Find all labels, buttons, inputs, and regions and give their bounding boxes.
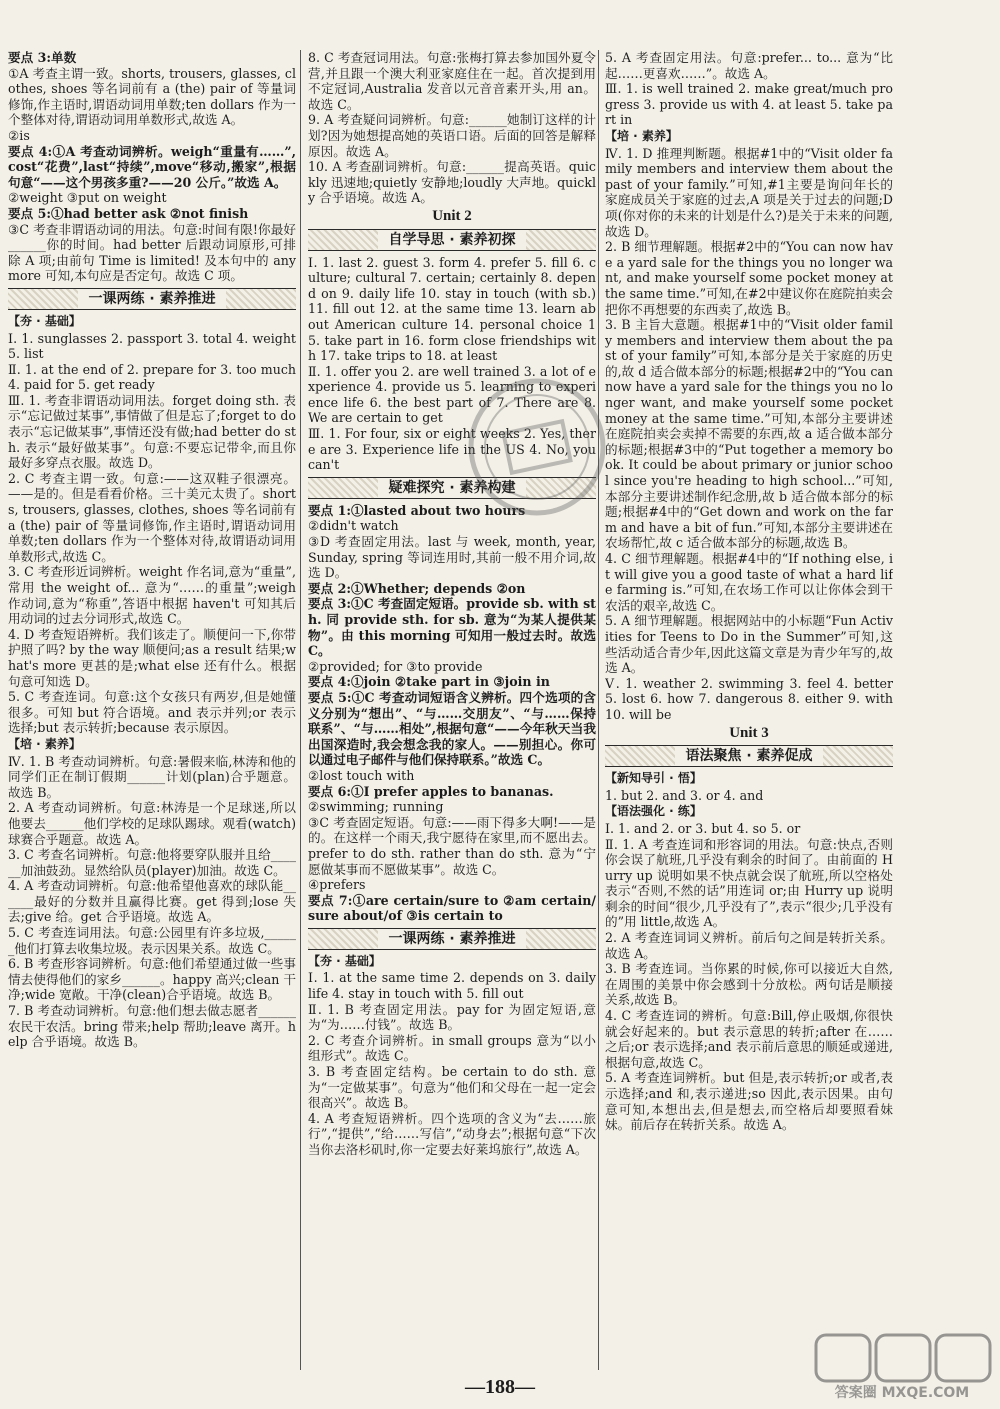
category-heading: 【培 · 素养】 bbox=[605, 128, 678, 143]
key-point-line: 要点 5:①had better ask ②not finish bbox=[8, 205, 249, 221]
answer-line: ①A 考查主谓一致。shorts, trousers, glasses, clothes, shoes 等名词前有 a (the) pair of 等量词修饰,作主语时,谓语动词用单数;ten dollars 作为一个整体对待,谓语动词用单数形式,故选 A。 bbox=[8, 65, 296, 128]
answer-line: 6. B 考查形容词辨析。句意:他们希望通过做一些事情去使得他们的家乡______。happy 高兴;clean 干净;wide 宽敞。干净(clean)合乎语境。故选 B。 bbox=[8, 956, 296, 1003]
key-point-line: 要点 7:①are certain/sure to ②am certain/sure about/of ③is certain to bbox=[308, 892, 596, 924]
answer-line: 7. B 考查动词辨析。句意:他们想去做志愿者______农民干农活。bring 带来;help 帮助;leave 离开。help 合乎语境。故选 B。 bbox=[8, 1003, 296, 1050]
approval-stamp-icon bbox=[448, 358, 626, 536]
column-middle bbox=[308, 50, 596, 1350]
answer-line: Ⅲ. 1. is well trained 2. make great/much progress 3. provide us with 4. at least 5. take part in bbox=[605, 81, 893, 128]
unit-heading: Unit 2 bbox=[432, 207, 472, 224]
key-point-line: 要点 4:①join ②take part in ③join in bbox=[308, 674, 550, 690]
answer-line: 3. B 考查固定结构。be certain to do sth. 意为“一定做某事”。句意为“他们和父母在一起一定会很高兴”。故选 B。 bbox=[308, 1064, 596, 1111]
answer-line: Ⅱ. 1. B 考查固定用法。pay for 为固定短语,意为“为……付钱”。故选 B。 bbox=[308, 1001, 596, 1033]
key-point-line: 要点 4:①A 考查动词辨析。weigh“重量有……”,cost“花费”,last“持续”,move“移动,搬家”,根据句意“——这个男孩多重?——20 公斤。”故选 A。 bbox=[8, 143, 296, 190]
answer-line: 3. B 主旨大意题。根据#1中的“Visit older family members and interview them about the past of your family”可知,本部分是关于家庭的历史的,故 d 适合做本部分的标题;根据#2中的“You can now have a yard sale for the things you no longer want, and make yourself some pocket money at the same time.”可知,本部分主要讲述在庭院拍卖会卖掉不需要的东西,故 a 适合做本部分的标题;根据#3中的“Put together a memory book. It could be about primary or junior school since you're heading to high school...”可知,本部分主要讲述制作纪念册,故 b 适合做本部分的标题;根据#4中的“Get down and work on the farm and have a bit of fun.”可知,本部分主要讲述在农场帮忙,故 c 适合做本部分的标题,故选 B。 bbox=[605, 317, 893, 551]
answer-line: Ⅱ. 1. offer you 2. are well trained 3. a lot of experience 4. provide us 5. learning to experience life 6. the best part of 7. There are 8. We are certain to get bbox=[308, 363, 596, 426]
section-banner-label: 疑难探究 · 素养构建 bbox=[378, 478, 525, 498]
column-divider bbox=[300, 50, 301, 1370]
answer-line: 5. A 考查连词辨析。but 但是,表示转折;or 或者,表示选择;and 和,表示递进;so 因此,表示因果。由句意可知,本想出去,但是想去,而空格后却要照看妹妹。前后存在转折关系。故选 A。 bbox=[605, 1070, 893, 1133]
watermark-text: 答案圈 MXQE.COM bbox=[834, 1385, 970, 1401]
answer-line: 10. A 考查副词辨析。句意:______提高英语。quickly 迅速地;quietly 安静地;loudly 大声地。quickly 合乎语境。故选 A。 bbox=[308, 159, 596, 206]
answer-line: ③D 考查固定用法。last 与 week, month, year, Sunday, spring 等词连用时,其前一般不用介词,故选 D。 bbox=[308, 534, 596, 581]
answer-line: ③C 考查非谓语动词的用法。句意:时间有限!你最好______你的时间。had better 后跟动词原形,可排除 A 项;由前句 Time is limited! 及本句中的 any more 可知,本句应是否定句。故选 C 项。 bbox=[8, 221, 296, 284]
column-right bbox=[605, 50, 893, 1350]
answer-line: Ⅴ. 1. weather 2. swimming 3. feel 4. better 5. lost 6. how 7. dangerous 8. either 9. with 10. will be bbox=[605, 675, 893, 722]
answer-line: ②weight ③put on weight bbox=[8, 190, 167, 206]
answer-line: 2. A 考查动词辨析。句意:林涛是一个足球迷,所以他要去______他们学校的足球队踢球。观看(watch)球赛合乎题意。故选 A。 bbox=[8, 800, 296, 847]
section-banner bbox=[8, 288, 296, 310]
answer-line: 3. C 考查名词辨析。句意:他将要穿队服并且给______加油鼓劲。显然给队员(player)加油。故选 C。 bbox=[8, 847, 296, 878]
section-banner-label: 一课两练 · 素养推进 bbox=[378, 929, 525, 949]
key-point-line: 要点 5:①C 考查动词短语含义辨析。四个选项的含义分别为“想出”、“与……交朋友”、“与……保持联系”、“与……相处”,根据句意“——今年秋天当我出国深造时,我会想念我的家人。——别担心。你可以通过电子邮件与他们保持联系。”故选 C。 bbox=[308, 689, 596, 768]
section-banner bbox=[308, 229, 596, 251]
answer-line: Ⅰ. 1. and 2. or 3. but 4. so 5. or bbox=[605, 820, 801, 836]
section-banner-label: 语法聚焦 · 素养促成 bbox=[675, 746, 822, 766]
answer-line: 2. A 考查连词词义辨析。前后句之间是转折关系。故选 A。 bbox=[605, 930, 893, 961]
answer-line: 2. C 考查主谓一致。句意:——这双鞋子很漂亮。——是的。但是看看价格。三十美元太贵了。shorts, trousers, glasses, clothes, shoes 等名词前有 a (the) pair of 等量词修饰,作主语时,谓语动词用单数;ten dollars 作为一个整体对待,故谓语动词用单数形式,故选 C。 bbox=[8, 470, 296, 564]
answer-line: ④prefers bbox=[308, 877, 366, 893]
page-number: —188— bbox=[465, 1376, 535, 1398]
answer-line: Ⅳ. 1. D 推理判断题。根据#1中的“Visit older family members and interview them about the past of your family.”可知,#1主要是询问年长的家庭成员关于家庭的过去,A 项是关于过去的问题;D 项(你对你的未来的计划是什么?)是关于未来的问题,故选 D。 bbox=[605, 145, 893, 239]
answer-line: Ⅰ. 1. sunglasses 2. passport 3. total 4. weight 5. list bbox=[8, 330, 296, 362]
unit-heading: Unit 3 bbox=[729, 724, 769, 741]
answer-line: 9. A 考查疑问词辨析。句意:______她制订这样的计划?因为她想提高她的英语口语。后面的回答是解释原因。故选 A。 bbox=[308, 112, 596, 159]
answer-line: 4. C 考查连词的辨析。句意:Bill,停止吸烟,你很快就会好起来的。but 表示意思的转折;after 在……之后;or 表示选择;and 表示前后意思的顺延或递进,根据句意,故选 C。 bbox=[605, 1008, 893, 1070]
watermark-logo-icon bbox=[812, 1331, 992, 1401]
answer-line: ③C 考查固定短语。句意:——雨下得多大啊!——是的。在这样一个雨天,我宁愿待在家里,而不愿出去。prefer to do sth. rather than do sth. 意为“宁愿做某事而不愿做某事”。故选 C。 bbox=[308, 814, 596, 877]
answer-line: 4. C 细节理解题。根据#4中的“If nothing else, it will give you a good taste of what a hard life farming is.”可知,在农场工作可以让你体会到干农活的艰辛,故选 C。 bbox=[605, 551, 893, 613]
answer-line: ②provided; for ③to provide bbox=[308, 658, 483, 674]
category-heading: 【新知导引 · 悟】 bbox=[605, 771, 702, 786]
key-point-line: 要点 6:①I prefer apples to bananas. bbox=[308, 783, 554, 799]
answer-line: Ⅲ. 1. For four, six or eight weeks 2. Yes, there are 3. Experience life in the US 4. No, you can't bbox=[308, 426, 596, 473]
category-heading: 【语法强化 · 练】 bbox=[605, 804, 702, 819]
answer-line: Ⅰ. 1. at the same time 2. depends on 3. daily life 4. stay in touch with 5. fill out bbox=[308, 970, 596, 1002]
column-left bbox=[8, 50, 296, 1350]
category-heading: 【培 · 素养】 bbox=[8, 736, 81, 751]
section-banner bbox=[605, 745, 893, 767]
answer-line: Ⅰ. 1. last 2. guest 3. form 4. prefer 5. fill 6. culture; cultural 7. certain; certainly 8. depend on 9. daily life 10. stay in touch (with sb.) 11. fill out 12. at the same time 13. learn about American culture 14. personal choice 15. take part in 16. form close friendships with 17. take trips to 18. at least bbox=[308, 254, 596, 364]
answer-line: 2. B 细节理解题。根据#2中的“You can now have a yard sale for the things you no longer want, and make yourself some pocket money at the same time.”可知,在#2中建议你在庭院拍卖会把你不再想要的东西卖了,故选 B。 bbox=[605, 239, 893, 317]
answer-line: ②didn't watch bbox=[308, 518, 399, 534]
column-divider bbox=[598, 50, 599, 1370]
answer-line: ②is bbox=[8, 127, 30, 143]
key-point-line: 要点 3:①C 考查固定短语。provide sb. with sth. 同 provide sth. for sb. 意为“为某人提供某物”。由 this morning 可知用一般过去时。故选 C。 bbox=[308, 596, 596, 659]
answer-line: Ⅱ. 1. A 考查连词和形容词的用法。句意:快点,否则你会误了航班,几乎没有剩余的时间了。由前面的 Hurry up 说明如果不快点就会误了航班,所以空格处表示“否则,不然的话”用连词 or;由 Hurry up 说明剩余的时间“很少,几乎没有了”,表示“很少;几乎没有的”用 little,故选 A。 bbox=[605, 836, 893, 930]
category-heading: 【夯 · 基础】 bbox=[8, 313, 81, 328]
answer-line: 5. A 细节理解题。根据网站中的小标题“Fun Activities for Teens to Do in the Summer”可知,这些活动适合青少年,因此这篇文章是为青少年写的,故选 A。 bbox=[605, 613, 893, 676]
answer-line: 1. but 2. and 3. or 4. and bbox=[605, 787, 764, 803]
key-point-line: 要点 2:①Whether; depends ②on bbox=[308, 580, 526, 596]
answer-line: Ⅱ. 1. at the end of 2. prepare for 3. too much 4. paid for 5. get ready bbox=[8, 361, 296, 393]
section-banner bbox=[308, 928, 596, 950]
answer-line: 4. D 考查短语辨析。我们该走了。顺便问一下,你带护照了吗? by the way 顺便问;as a result 结果;what's more 更甚的是;what else 还有什么。根据句意可知选 D。 bbox=[8, 626, 296, 689]
answer-line: Ⅲ. 1. 考查非谓语动词用法。forget doing sth. 表示“忘记做过某事”,事情做了但是忘了;forget to do 表示“忘记做某事”,事情还没有做;had better do sth. 表示“最好做某事”。句意:不要忘记带伞,而且你最好多穿点衣服。故选 D。 bbox=[8, 392, 296, 471]
answer-line: 5. C 考查连词用法。句意:公园里有许多垃圾,______他们打算去收集垃圾。表示因果关系。故选 C。 bbox=[8, 925, 296, 956]
answer-line: 5. C 考查连词。句意:这个女孩只有两岁,但是她懂很多。可知 but 符合语境。and 表示并列;or 表示选择;but 表示转折;because 表示原因。 bbox=[8, 689, 296, 736]
answer-line: 8. C 考查冠词用法。句意:张梅打算去参加国外夏令营,并且跟一个澳大利亚家庭住在一起。首次提到用不定冠词,Australia 发音以元音音素开头,用 an。故选 C。 bbox=[308, 50, 596, 112]
answer-line: ②swimming; running bbox=[308, 799, 444, 815]
answer-line: ②lost touch with bbox=[308, 767, 415, 783]
answer-line: 2. C 考查介词辨析。in small groups 意为“以小组形式”。故选 C。 bbox=[308, 1032, 596, 1064]
key-point-line: 要点 1:①lasted about two hours bbox=[308, 502, 526, 518]
answer-line: 4. A 考查短语辨析。四个选项的含义为“去……旅行”,“提供”,“给……写信”,“动身去”;根据句意“下次当你去洛杉矶时,你一定要去好莱坞旅行”,故选 A。 bbox=[308, 1110, 596, 1157]
section-banner-label: 自学导思 · 素养初探 bbox=[378, 230, 525, 250]
category-heading: 【夯 · 基础】 bbox=[308, 953, 381, 968]
section-banner-label: 一课两练 · 素养推进 bbox=[78, 289, 225, 309]
answer-line: 3. C 考查形近词辨析。weight 作名词,意为“重量”,常用 the weight of... 意为“……的重量”;weigh 作动词,意为“称重”,答语中根据 haven't 可知其后用动词的过去分词形式,故选 C。 bbox=[8, 564, 296, 627]
answer-line: 4. A 考查动词辨析。句意:他希望他喜欢的球队能______最好的分数并且赢得比赛。get 得到;lose 失去;give 给。get 合乎语境。故选 A。 bbox=[8, 878, 296, 925]
answer-line: 3. B 考查连词。当你累的时候,你可以接近大自然,在周围的美景中你会感到十分放松。两句话是顺接关系,故选 B。 bbox=[605, 961, 893, 1008]
answer-line: Ⅳ. 1. B 考查动词辨析。句意:暑假来临,林涛和他的同学们正在制订假期______计划(plan)合乎题意。故选 B。 bbox=[8, 753, 296, 800]
answer-line: 5. A 考查固定用法。句意:prefer... to... 意为“比起……更喜欢……”。故选 A。 bbox=[605, 50, 893, 81]
key-point-line: 要点 3:单数 bbox=[8, 50, 77, 65]
